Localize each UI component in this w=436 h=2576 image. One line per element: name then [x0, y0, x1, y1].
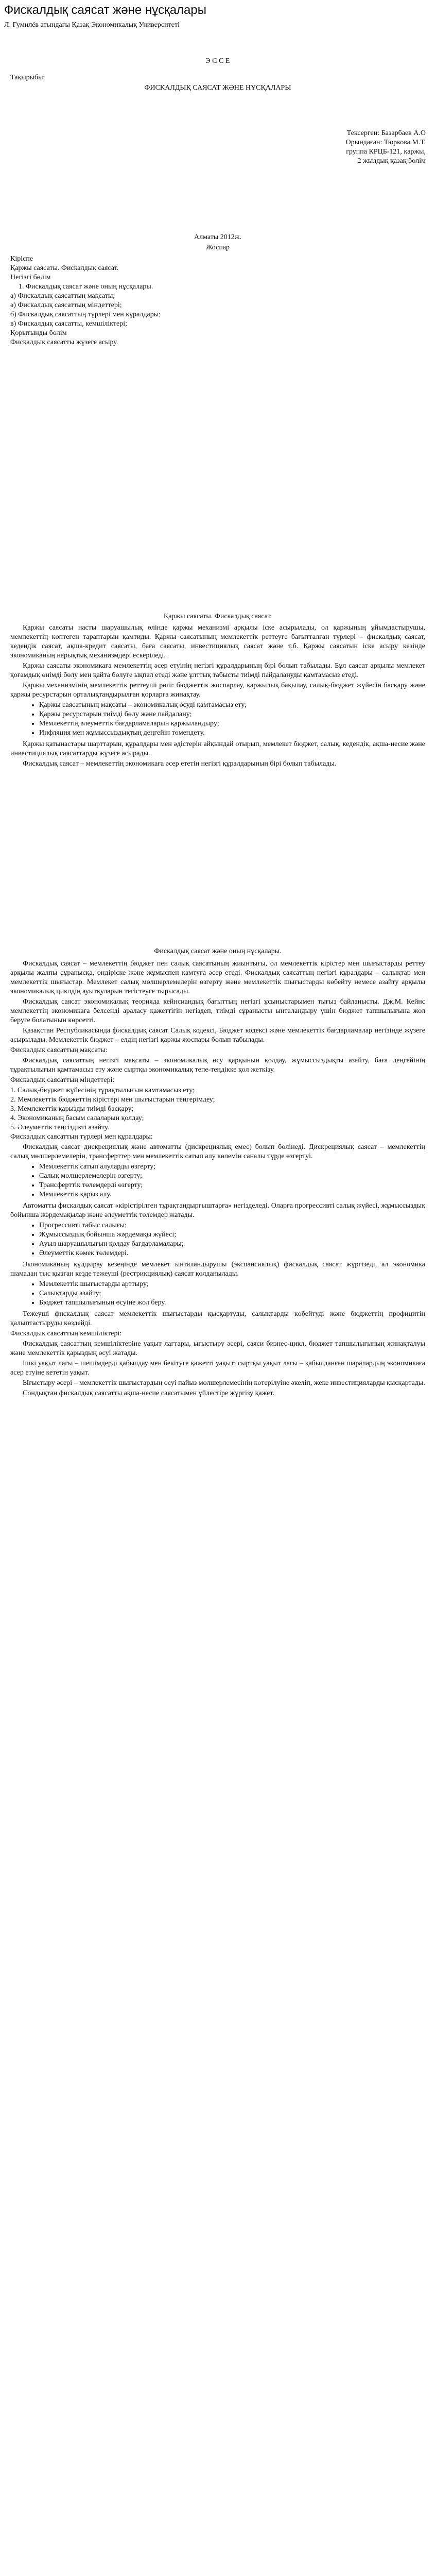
paragraph: Ығыстыру әсері – мемлекеттік шығыстардың өсуі пайыз мөлшерлемесінің көтерілуіне әкеліп, жеке инвестицияларды қысқартады.	[23, 1379, 425, 1387]
plan-item: ә) Фискалдық саясаттың міндеттері;	[10, 301, 122, 309]
topic-label: Тақырыбы:	[10, 74, 45, 81]
plan-item: Қаржы саясаты. Фискалдық саясат.	[10, 264, 119, 272]
list-item: • Салықтарды азайту;	[39, 1289, 425, 1298]
paragraph: Фискалдық саясаттың кемшіліктеріне уақыт лагтары, ығыстыру әсері, саяси бизнес-цикл, бюджет тапшылығының жинақталуы және мемлекеттік қарыздың өсуі жатады.	[10, 1340, 425, 1357]
paragraph: Тежеуші фискалдық саясат мемлекеттік шығыстарды қысқартуды, салықтарды көбейтуді және бюджеттің профицитін қалыптастыруды көздейді.	[10, 1310, 425, 1327]
author-block	[346, 129, 426, 166]
list-item: • Қаржы саясатының мақсаты – экономикалық өсуді қамтамасыз ету;	[39, 701, 425, 710]
plan-item: Кіріспе	[10, 255, 33, 263]
bullet-list	[10, 701, 425, 738]
list-item: • Салық мөлшерлемелерін өзгерту;	[39, 1172, 425, 1181]
author-line: Орындаған: Тюркова М.Т.	[345, 139, 426, 146]
plan-label: Жоспар	[205, 244, 230, 251]
bullet-list	[10, 1221, 425, 1258]
plan-item: Фискалдық саясатты жүзеге асыру.	[10, 338, 118, 346]
list-item: • Прогрессивті табыс салығы;	[39, 1221, 425, 1230]
esse-label: Э С С Е	[205, 57, 230, 65]
paragraph: Қаржы саясаты экономикаға мемлекеттің әсер етуінің негізгі құралдарының бірі болып табылады. Бұл саясат арқылы мемлекет қоғамдық өнімді бөлу мен қайта бөлуге ықпал етеді және ұлттық табысты тиімді пайдалануды қамтамасыз етеді.	[10, 662, 425, 679]
list-item: • Инфляция мен жұмыссыздықтың деңгейін төмендету.	[39, 728, 425, 738]
paragraph: Ішкі уақыт лагы – шешімдерді қабылдау мен бекітуге қажетті уақыт; сыртқы уақыт лагы – қабылданған шаралардың экономикаға әсер етуіне кететін уақыт.	[10, 1360, 425, 1377]
list-item: • Трансферттік төлемдерді өзгерту;	[39, 1181, 425, 1190]
subheading: Фискалдық саясаттың міндеттері:	[10, 1076, 115, 1084]
section-heading: Фискалдық саясат және оның нұсқалары.	[154, 947, 282, 955]
bullet-list	[10, 1280, 425, 1308]
task-list	[10, 1086, 425, 1132]
paragraph: Фискалдық саясат экономикалық теорияда кейнсиандық бағыттың негізгі ұсыныстарымен тығыз байланысты. Дж.М. Кейнс мемлекеттің экономикаға белсенді араласу қажеттігін негіздеп, тиімді сұранысты ынталандыру үшін бюджет тапшылығына жол беруге болатынын көрсетті.	[10, 998, 425, 1024]
list-item: 3. Мемлекеттік қарызды тиімді басқару;	[10, 1105, 134, 1113]
list-item: • Мемлекеттік қарыз алу.	[39, 1190, 425, 1199]
list-item: • Әлеуметтік көмек төлемдері.	[39, 1249, 425, 1258]
paragraph: Қаржы саясаты насты шаруашылық өлінде қаржы механизмі арқылы іске асырылады, ол қаржының ұйымдастырушы, мемлекеттің көптеген тараптарын қамтиды. Қаржы саясатының мемлекеттік реттеуге бағытталған түрлері – фискалдық саясат, кедендік саясат, ақша-кредит саясаты, баға саясаты, инвестициялық саясат және т.б. Қаржы саясатын іске асыру кезінде экономиканың нарықтық механизмдері ескеріледі.	[10, 624, 425, 659]
subheading: Фискалдық саясаттың мақсаты:	[10, 1046, 108, 1054]
topic-title: ФИСКАЛДЫҚ САЯСАТ ЖӘНЕ НҰСҚАЛАРЫ	[144, 84, 291, 92]
plan-item: а) Фискалдық саясаттың мақсаты;	[10, 292, 115, 300]
list-item: • Жұмыссыздық бойынша жәрдемақы жүйесі;	[39, 1230, 425, 1240]
plan-item: Негізгі бөлім	[10, 274, 51, 281]
list-item: • Ауыл шаруашылығын қолдау бағдарламалары;	[39, 1240, 425, 1249]
paragraph: Қаржы механизмінің мемлекеттік реттеуші рөлі: бюджеттік жоспарлау, қаржылық бақылау, салық-бюджет жүйесін басқару және қаржы ресурстарын орталықтандырылған қорларға жинақтау.	[10, 682, 425, 699]
list-item: • Бюджет тапшылығының өсуіне жол беру.	[39, 1298, 425, 1308]
list-item: 5. Әлеуметтік теңсіздікті азайту.	[10, 1124, 110, 1131]
section-heading: Қаржы саясаты. Фискалдық саясат.	[163, 613, 272, 620]
section-body	[10, 959, 425, 1399]
subheading: Фискалдық саясаттың кемшіліктері:	[10, 1330, 122, 1337]
paragraph: Фискалдық саясат – мемлекеттің экономикаға әсер ететін негізгі құралдарының бірі болып табылады.	[23, 760, 337, 768]
list-item: • Мемлекеттік сатып алуларды өзгерту;	[39, 1162, 425, 1172]
plan-item: в) Фискалдық саясатты, кемшіліктері;	[10, 320, 128, 328]
plan-item: 1. Фискалдық саясат және оның нұсқалары.	[19, 283, 153, 291]
list-item: • Қаржы ресурстарын тиімді бөлу және пайдалану;	[39, 710, 425, 719]
page-title: Фискалдық саясат және нұсқалары	[4, 3, 206, 17]
section-body	[10, 623, 425, 770]
paragraph: Сондықтан фискалдық саясатты ақша-несие саясатымен үйлестіре жүргізу қажет.	[23, 1389, 274, 1397]
list-item: 4. Экономиканың басым салаларын қолдау;	[10, 1114, 144, 1122]
list-item: • Мемлекеттік шығыстарды арттыру;	[39, 1280, 425, 1289]
list-item: • Мемлекеттің әлеуметтік бағдарламаларын қаржыландыру;	[39, 719, 425, 728]
page-subtitle: Л. Гумилёв атындағы Қазақ Экономикалық Университеті	[4, 21, 180, 29]
plan-item: б) Фискалдық саясаттың түрлері мен құралдары;	[10, 311, 161, 318]
author-line: Тексерген: Базарбаев А.О	[346, 129, 426, 137]
paragraph: Фискалдық саясаттың негізгі мақсаты – экономикалық өсу қарқынын қолдау, жұмыссыздықты азайту, баға деңгейінің тұрақтылығын қамтамасыз ету және сыртқы экономикалық тепе-теңдікке қол жеткізу.	[10, 1057, 425, 1074]
author-line: группа КРЦБ-121, қаржы,	[346, 148, 426, 156]
plan-list	[10, 255, 425, 347]
subheading: Фискалдық саясаттың түрлері мен құралдары:	[10, 1133, 153, 1141]
paragraph: Экономиканың құлдырау кезеңінде мемлекет ынталандырушы (экспансиялық) фискалдық саясат жүргізеді, ал экономика шамадан тыс қызған кезде тежеуші (рестрикциялық) саясат қолданылады.	[10, 1261, 425, 1278]
plan-item: Қорытынды бөлім	[10, 329, 67, 337]
list-item: 2. Мемлекеттік бюджеттің кірістері мен шығыстарын теңгерімдеу;	[10, 1096, 215, 1104]
city-year: Алматы 2012ж.	[194, 233, 241, 241]
bullet-list	[10, 1162, 425, 1199]
paragraph: Фискалдық саясат дискрециялық және автоматты (дискрециялық емес) болып бөлінеді. Дискрециялық саясат – мемлекеттің салық мөлшерлемелерін, трансферттер мен мемлекеттік сатып алу көлемін саналы түрде өзгертуі.	[10, 1143, 425, 1160]
paragraph: Қазақстан Республикасында фискалдық саясат Салық кодексі, Бюджет кодексі және мемлекеттік бағдарламалар негізінде жүзеге асырылады. Мемлекеттік бюджет – елдің негізгі қаржы жоспары болып табылады.	[10, 1027, 425, 1044]
paragraph: Фискалдық саясат – мемлекеттің бюджет пен салық саясатының жиынтығы, ол мемлекеттік кірістер мен шығыстарды реттеу арқылы жалпы сұранысқа, өндіріске және жұмыспен қамтуға әсер етеді. Фискалдық саясаттың негізгі құралдары – салықтар мен мемлекеттік шығыстар. Мемлекет салық мөлшерлемелерін өзгерту және мемлекеттік шығыстарды көбейту немесе азайту арқылы экономикалық циклдің ауытқуларын тегістеуге тырысады.	[10, 960, 425, 995]
list-item: 1. Салық-бюджет жүйесінің тұрақтылығын қамтамасыз ету;	[10, 1087, 195, 1094]
paragraph: Автоматты фискалдық саясат «кірістірілген тұрақтандырғыштарға» негізделеді. Оларға прогрессивті салық жүйесі, жұмыссыздық бойынша жәрдемақылар және әлеуметтік төлемдер жатады.	[10, 1202, 425, 1219]
author-line: 2 жылдық қазақ бөлім	[357, 157, 426, 165]
paragraph: Қаржы қатынастары шарттарын, құралдары мен әдістерін айқындай отырып, мемлекет бюджет, салық, кедендік, ақша-несие және инвестициялық саясаттарды жүзеге асырады.	[10, 740, 425, 757]
